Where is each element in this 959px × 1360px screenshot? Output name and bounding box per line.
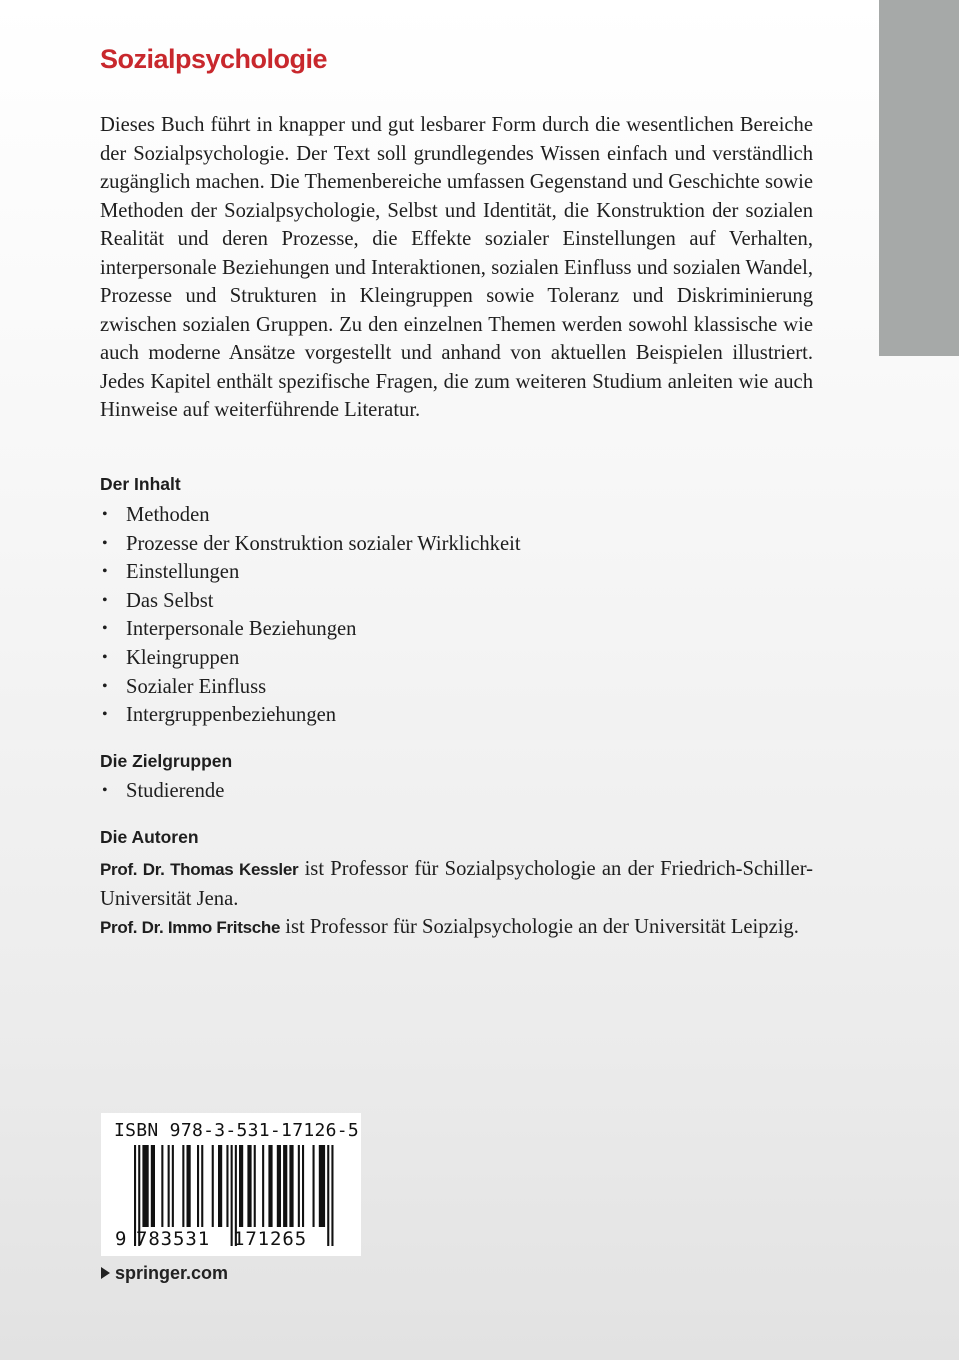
author-bio: ist Professor für Sozialpsychologie an der Friedrich-Schiller-Universität Jena. — [100, 858, 813, 910]
list-item: • Interpersonale Beziehungen — [100, 615, 521, 644]
play-arrow-icon — [101, 1267, 110, 1279]
barcode-bar — [182, 1145, 184, 1227]
barcode-bar — [172, 1145, 174, 1227]
target-groups-heading: Die Zielgruppen — [100, 751, 233, 771]
book-description: Dieses Buch führt in knapper und gut lesbarer Form durch die wesentlichen Bereiche der Sozialpsychologie. Der Text soll grundlegendes Wissen einfach und verständlich zugänglich machen. Die Themenbereiche umfassen Gegenstand und Geschichte sowie Methoden der Sozialpsychologie, Selbst und Identität, die Konstruktion der sozialen Realität und deren Prozesse, die Effekte sozialer Einstellungen auf Verhalten, interpersonale Beziehungen und Interaktionen, sozialen Einfluss und sozialen Wandel, Prozesse und Strukturen in Kleingruppen sowie Toleranz und Diskriminierung zwischen sozialen Gruppen. Zu den einzelnen Themen werden sowohl klassische wie auch moderne Ansätze vorgestellt und anhand von aktuellen Beispielen illustriert. Jedes Kapitel enthält spezifische Fragen, die zum weiteren Studium anleiten wie auch Hinweise auf weiterführende Literatur. — [100, 114, 813, 421]
isbn-label: ISBN 978-3-531-17126-5 — [114, 1120, 360, 1141]
author-name: Prof. Dr. Immo Fritsche — [100, 918, 281, 937]
barcode-bar — [239, 1145, 243, 1227]
list-item: • Kleingruppen — [100, 644, 521, 673]
barcode-bar — [289, 1145, 293, 1227]
authors-section — [100, 855, 813, 943]
barcode-bar — [168, 1145, 170, 1227]
book-title: Sozialpsychologie — [100, 44, 328, 74]
barcode-bar — [313, 1145, 315, 1227]
barcode-bar — [212, 1145, 214, 1227]
list-item: • Intergruppenbeziehungen — [100, 701, 521, 730]
barcode-bar — [197, 1145, 199, 1227]
list-item: • Studierende — [100, 777, 224, 806]
list-item: • Methoden — [100, 501, 521, 530]
list-item: • Das Selbst — [100, 587, 521, 616]
barcode-digits-left: 783531 — [136, 1228, 211, 1250]
barcode-bar — [254, 1145, 256, 1227]
barcode-digits-right: 171265 — [233, 1228, 308, 1250]
publisher-link[interactable] — [101, 1263, 228, 1284]
barcode-bar — [161, 1145, 163, 1227]
author-name: Prof. Dr. Thomas Kessler — [100, 860, 299, 879]
barcode-bar — [298, 1145, 300, 1227]
list-item: • Einstellungen — [100, 558, 521, 587]
barcode-bar — [218, 1145, 222, 1227]
barcode-bar — [319, 1145, 325, 1227]
barcode-bar — [268, 1145, 272, 1227]
author-entry — [100, 855, 813, 913]
barcode-bar — [283, 1145, 287, 1227]
barcode-bar — [151, 1145, 155, 1227]
barcode-bar — [262, 1145, 264, 1227]
barcode-bar — [142, 1145, 148, 1227]
barcode-bar — [201, 1145, 203, 1227]
author-entry — [100, 913, 813, 943]
author-bio: ist Professor für Sozialpsychologie an der Universität Leipzig. — [280, 916, 799, 938]
list-item: • Prozesse der Konstruktion sozialer Wirklichkeit — [100, 530, 521, 559]
barcode-bar — [187, 1145, 191, 1227]
barcode-bar — [302, 1145, 304, 1227]
barcode-digits — [101, 1226, 361, 1252]
barcode-bar — [247, 1145, 251, 1227]
barcode — [101, 1113, 361, 1256]
target-groups-list — [100, 777, 224, 806]
barcode-bar — [277, 1145, 281, 1227]
content-list — [100, 501, 521, 730]
content-heading: Der Inhalt — [100, 474, 181, 494]
barcode-bar — [226, 1145, 228, 1227]
side-gray-tab — [879, 0, 959, 356]
list-item: • Sozialer Einfluss — [100, 673, 521, 702]
barcode-digit-first: 9 — [115, 1228, 127, 1250]
authors-heading: Die Autoren — [100, 827, 199, 847]
publisher-website: springer.com — [115, 1263, 229, 1283]
